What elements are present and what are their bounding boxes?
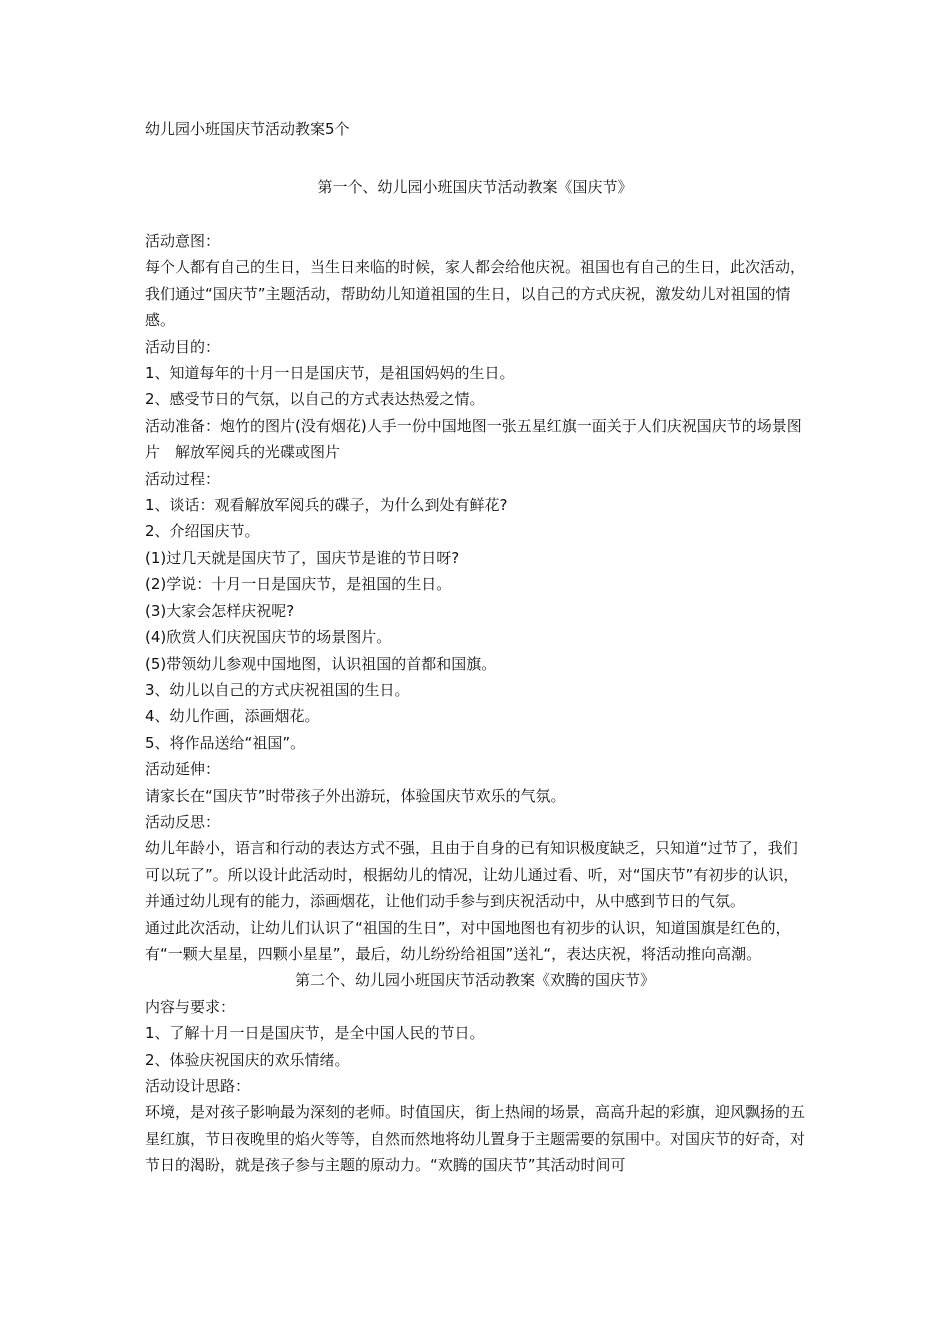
list-item: (5)带领幼儿参观中国地图，认识祖国的首都和国旗。: [145, 654, 497, 673]
list-item: 2、介绍国庆节。: [145, 522, 260, 541]
heading-reflection: 活动反思：: [145, 812, 221, 831]
list-item: 2、感受节日的气氛，以自己的方式表达热爱之情。: [145, 390, 485, 409]
section-title-2: 第二个、幼儿园小班国庆节活动教案《欢腾的国庆节》: [294, 971, 655, 990]
paragraph-intent: 每个人都有自己的生日，当生日来临的时候，家人都会给他庆祝。祖国也有自己的生日，此次活动，我们通过“国庆节”主题活动，帮助幼儿知道祖国的生日，以自己的方式庆祝，激发幼儿对祖国的情感。: [145, 258, 806, 330]
list-item: 1、知道每年的十月一日是国庆节，是祖国妈妈的生日。: [145, 364, 515, 383]
document-body: [145, 228, 805, 1179]
list-item: (4)欣赏人们庆祝国庆节的场景图片。: [145, 628, 392, 647]
paragraph-reflection-2: 通过此次活动，让幼儿们认识了“祖国的生日”，对中国地图也有初步的认识，知道国旗是红色的，有“一颗大星星，四颗小星星”，最后，幼儿纷纷给祖国”送礼“，表达庆祝，将活动推向高潮。: [145, 918, 791, 963]
paragraph-extension: 请家长在“国庆节”时带孩子外出游玩，体验国庆节欢乐的气氛。: [145, 786, 566, 805]
list-item: (3)大家会怎样庆祝呢?: [145, 601, 295, 620]
heading-content-requirements: 内容与要求：: [145, 997, 236, 1016]
paragraph-reflection-1: 幼儿年龄小，语言和行动的表达方式不强，且由于自身的已有知识极度缺乏，只知道“过节了，我们可以玩了”。所以设计此活动时，根据幼儿的情况，让幼儿通过看、听，对“国庆节”有初步的认识，并通过幼儿现有的能力，添画烟花，让他们动手参与到庆祝活动中，从中感到节日的气氛。: [145, 839, 799, 911]
list-item: (1)过几天就是国庆节了，国庆节是谁的节日呀?: [145, 548, 460, 567]
list-item: 1、谈话：观看解放军阅兵的碟子，为什么到处有鲜花?: [145, 496, 508, 515]
paragraph-preparation: 活动准备：炮竹的图片(没有烟花)人手一份中国地图一张五星红旗一面关于人们庆祝国庆节的场景图片 解放军阅兵的光碟或图片: [145, 416, 802, 462]
list-item: (2)学说：十月一日是国庆节，是祖国的生日。: [145, 575, 452, 594]
list-item: 5、将作品送给“祖国”。: [145, 733, 306, 752]
heading-extension: 活动延伸：: [145, 760, 221, 779]
paragraph-design-idea: 环境，是对孩子影响最为深刻的老师。时值国庆，街上热闹的场景，高高升起的彩旗，迎风飘扬的五星红旗，节日夜晚里的焰火等等，自然而然地将幼儿置身于主题需要的氛围中。对国庆节的好奇，对节日的渴盼，就是孩子参与主题的原动力。“欢腾的国庆节”其活动时间可: [145, 1103, 806, 1175]
heading-intent: 活动意图：: [145, 232, 221, 250]
list-item: 3、幼儿以自己的方式庆祝祖国的生日。: [145, 680, 410, 699]
section-title-1: 第一个、幼儿园小班国庆节活动教案《国庆节》: [317, 178, 633, 196]
heading-process: 活动过程：: [145, 469, 221, 488]
document-title: 幼儿园小班国庆节活动教案5个: [145, 120, 350, 138]
list-item: 1、了解十月一日是国庆节，是全中国人民的节日。: [145, 1024, 485, 1043]
heading-goals: 活动目的：: [145, 337, 221, 356]
heading-design-idea: 活动设计思路：: [145, 1077, 251, 1095]
list-item: 2、体验庆祝国庆的欢乐情绪。: [145, 1050, 350, 1069]
list-item: 4、幼儿作画，添画烟花。: [145, 707, 320, 726]
